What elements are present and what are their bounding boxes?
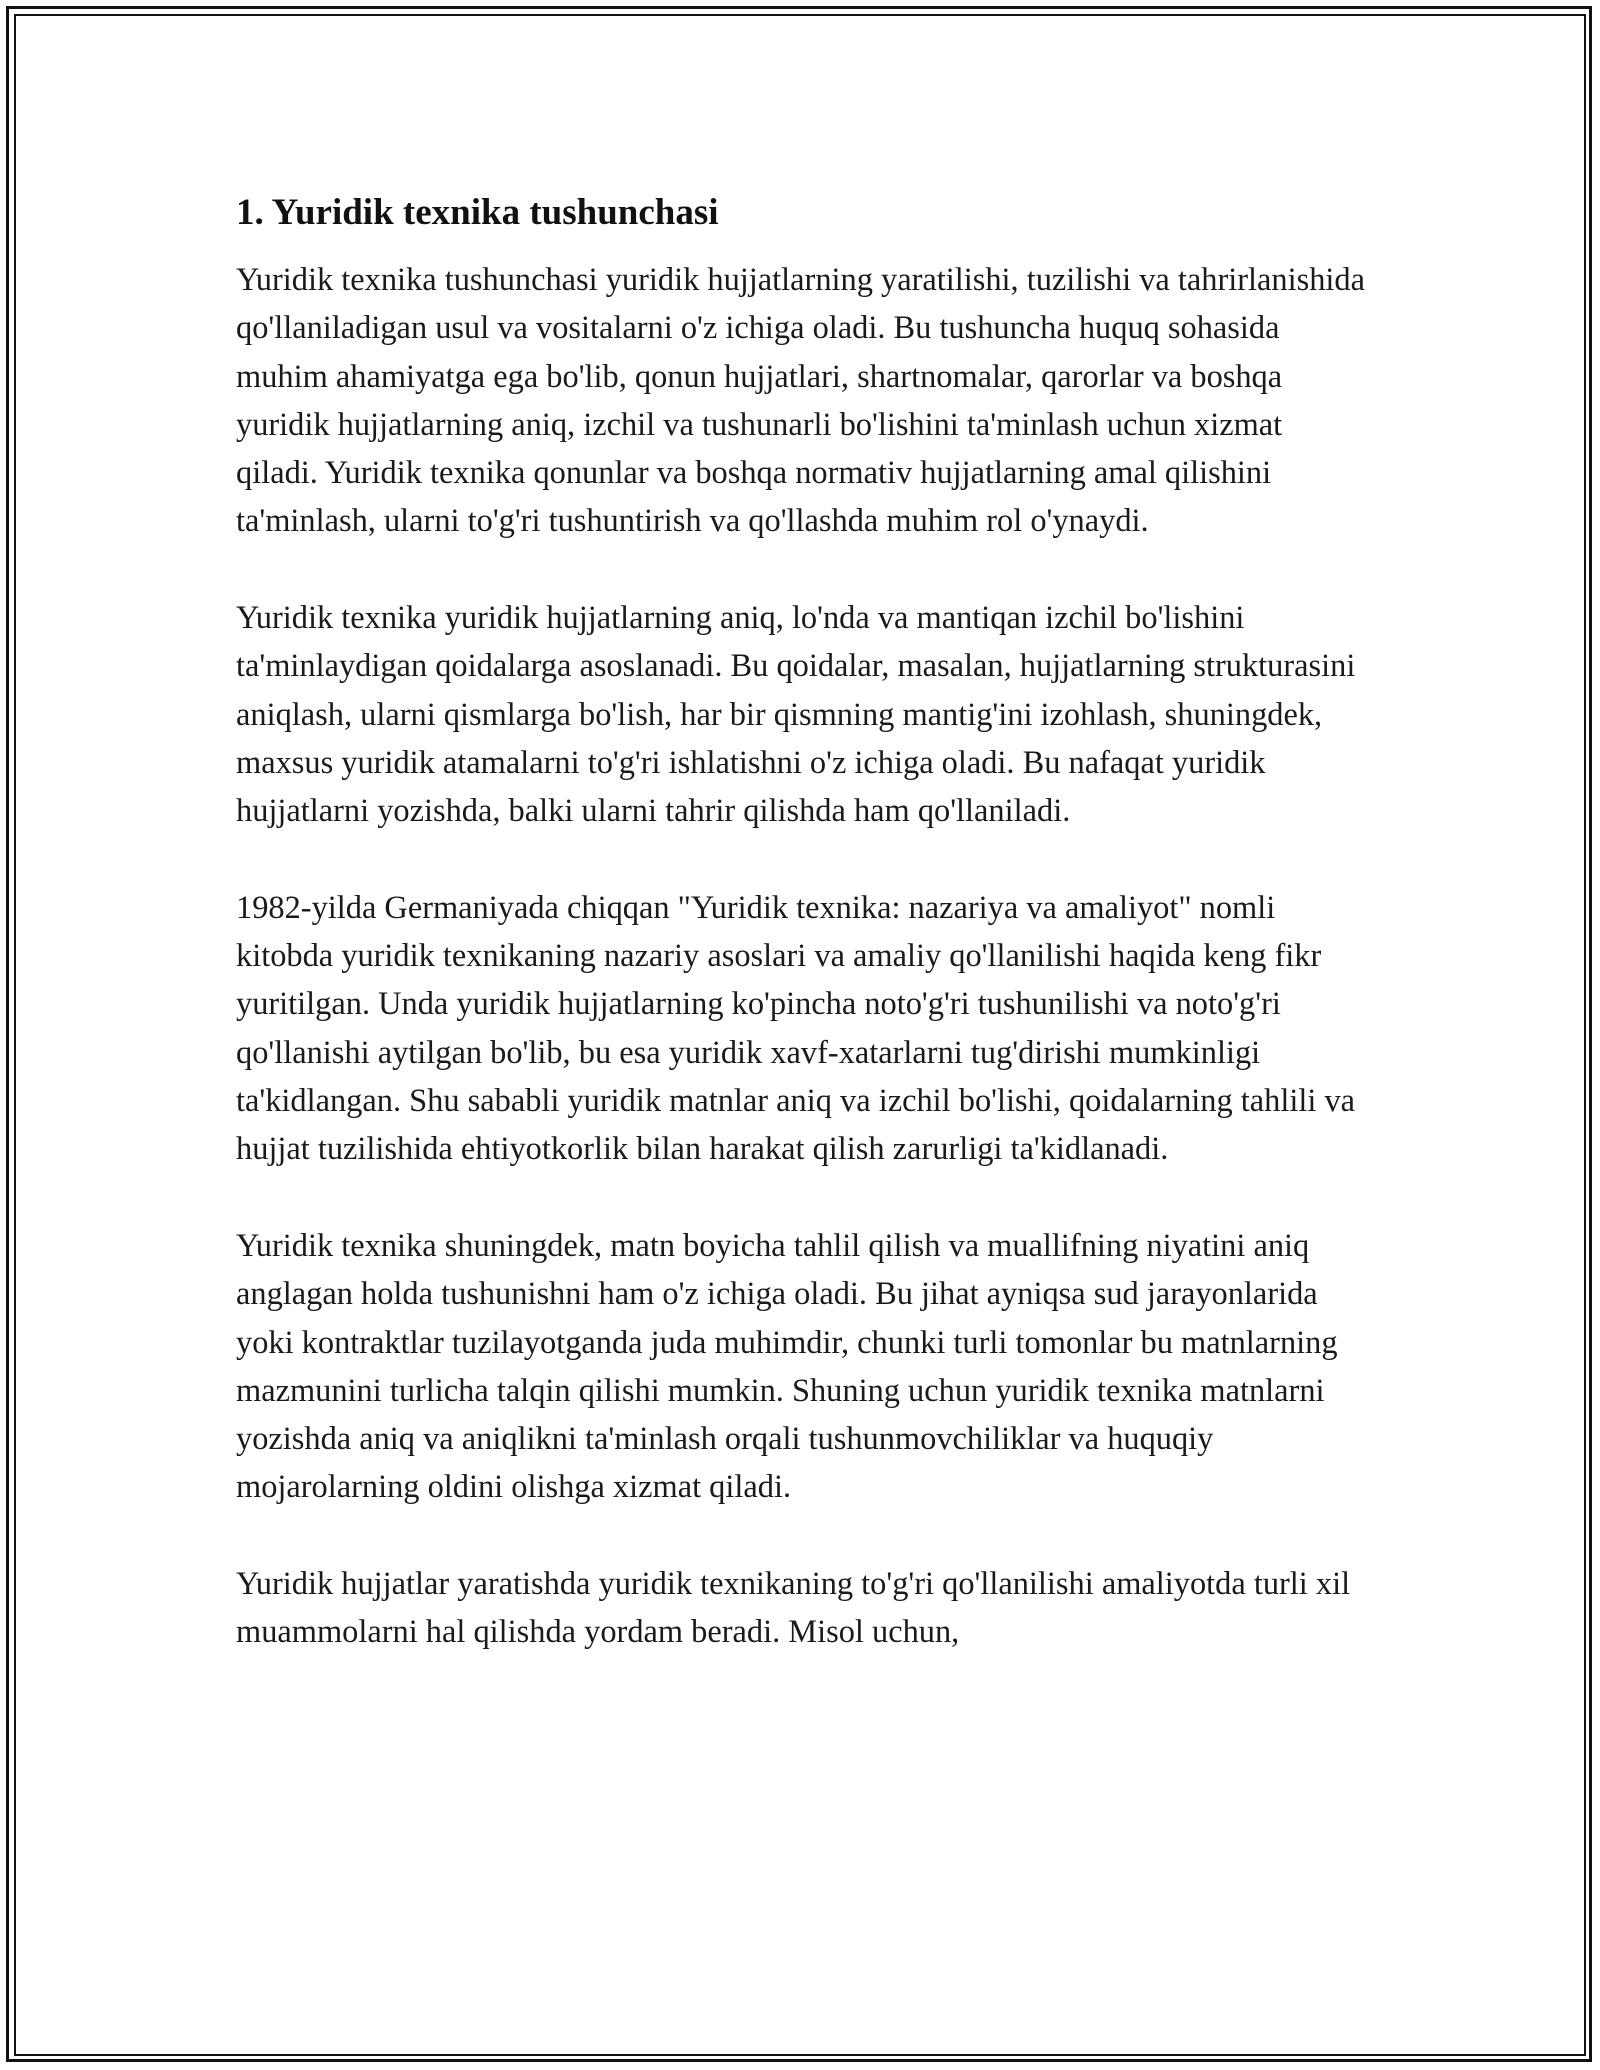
paragraph-2: Yuridik texnika yuridik hujjatlarning aniq, lo'nda va mantiqan izchil bo'lishini ta'minlaydigan qoidalarga asoslanadi. Bu qoidalar, masalan, hujjatlarning strukturasini aniqlash, ularni qismlarga bo'lish, har bir qismning mantig'ini izohlash, shuningdek, maxsus yuridik atamalarni to'g'ri ishlatishni o'z ichiga oladi. Bu nafaqat yuridik hujjatlarni yozishda, balki ularni tahrir qilishda ham qo'llaniladi. xyxy=(236,600,1356,830)
paragraph-4: Yuridik texnika shuningdek, matn boyicha tahlil qilish va muallifning niyatini aniq anglagan holda tushunishni ham o'z ichiga oladi. Bu jihat ayniqsa sud jarayonlarida yoki kontraktlar tuzilayotganda juda muhimdir, chunki turli tomonlar bu matnlarning mazmunini turlicha talqin qilishi mumkin. Shuning uchun yuridik texnika matnlarni yozishda aniq va aniqlikni ta'minlash orqali tushunmovchiliklar va huquqiy mojarolarning oldini olishga xizmat qiladi. xyxy=(236,1227,1338,1506)
section-heading: 1. Yuridik texnika tushunchasi xyxy=(236,192,719,233)
paragraph-3: 1982-yilda Germaniyada chiqqan "Yuridik texnika: nazariya va amaliyot" nomli kitobda yuridik texnikaning nazariy asoslari va amaliy qo'llanilishi haqida keng fikr yuritilgan. Unda yuridik hujjatlarning ko'pincha noto'g'ri tushunilishi va noto'g'ri qo'llanishi aytilgan bo'lib, bu esa yuridik xavf-xatarlarni tug'dirishi mumkinligi ta'kidlangan. Shu sababli yuridik matnlar aniq va izchil bo'lishi, qoidalarning tahlili va hujjat tuzilishida ehtiyotkorlik bilan harakat qilish zarurligi ta'kidlanadi. xyxy=(236,889,1356,1168)
paragraph-5: Yuridik hujjatlar yaratishda yuridik texnikaning to'g'ri qo'llanilishi amaliyotda turli xil muammolarni hal qilishda yordam beradi. Misol uchun, xyxy=(236,1566,1351,1651)
paragraph-1: Yuridik texnika tushunchasi yuridik hujjatlarning yaratilishi, tuzilishi va tahrirlanishida qo'llaniladigan usul va vositalarni o'z ichiga oladi. Bu tushuncha huquq sohasida muhim ahamiyatga ega bo'lib, qonun hujjatlari, shartnomalar, qarorlar va boshqa yuridik hujjatlarning aniq, izchil va tushunarli bo'lishini ta'minlash uchun xizmat qiladi. Yuridik texnika qonunlar va boshqa normativ hujjatlarning amal qilishini ta'minlash, ularni to'g'ri tushuntirish va qo'llashda muhim rol o'ynaydi. xyxy=(236,262,1365,540)
document-body xyxy=(236,188,1366,1657)
